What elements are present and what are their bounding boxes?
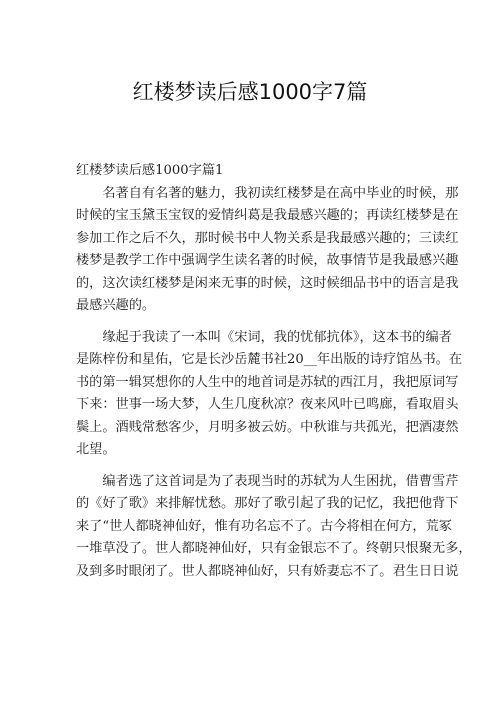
text-line: 书的第一辑冥想你的人生中的地首词是苏轼的西江月，我把原词写 bbox=[76, 374, 459, 390]
document-body bbox=[76, 160, 472, 592]
text-line: 是陈梓份和星佑，它是长沙岳麓书社20__年出版的诗疗馆丛书。在 bbox=[76, 352, 463, 367]
text-line: 下来：世事一场大梦，人生几度秋凉？夜来风叶已鸣廊，看取眉头 bbox=[76, 397, 459, 412]
text-line: 名著自有名著的魅力，我初读红楼梦是在高中毕业的时候，那 bbox=[76, 185, 459, 201]
text-line: 北望。 bbox=[76, 442, 116, 457]
text-line: 的《好了歌》来排解忧愁。那好了歌引起了我的记忆，我把他背下 bbox=[76, 496, 459, 511]
text-line: 来了“世人都晓神仙好，惟有功名忘不了。古今将相在何方，荒冢 bbox=[76, 518, 452, 534]
text-line: 一堆草没了。世人都晓神仙好，只有金银忘不了。终朝只恨聚无多， bbox=[76, 541, 472, 556]
paragraph-1 bbox=[76, 183, 459, 318]
section-heading: 红楼梦读后感1000字篇1 bbox=[76, 163, 224, 178]
text-line: 缘起于我读了一本叫《宋词，我的忧郁抗体》，这本书的编者 bbox=[76, 329, 452, 345]
text-line: 时候的宝玉黛玉宝钗的爱情纠葛是我最感兴趣的；再读红楼梦是在 bbox=[76, 208, 459, 223]
text-line: 楼梦是教学工作中强调学生读名著的时候，故事情节是我最感兴趣 bbox=[76, 253, 459, 268]
text-line: 编者选了这首词是为了表现当时的苏轼为人生困扰，借曹雪芹 bbox=[76, 473, 459, 489]
text-line: 鬓上。酒贱常愁客少，月明多被云妨。中秋谁与共孤光，把酒凄然 bbox=[76, 419, 459, 435]
paragraph-2 bbox=[76, 327, 463, 462]
text-line: 参加工作之后不久，那时候书中人物关系是我最感兴趣的；三读红 bbox=[76, 230, 459, 246]
document-title: 红楼梦读后感1000字7篇 bbox=[132, 80, 368, 104]
paragraph-3 bbox=[76, 471, 472, 584]
text-line: 的，这次读红楼梦是闲来无事的时候，这时候细品书中的语言是我 bbox=[76, 275, 459, 291]
text-line: 及到多时眼闭了。世人都晓神仙好，只有娇妻忘不了。君生日日说 bbox=[76, 563, 459, 579]
text-line: 最感兴趣的。 bbox=[76, 298, 156, 313]
